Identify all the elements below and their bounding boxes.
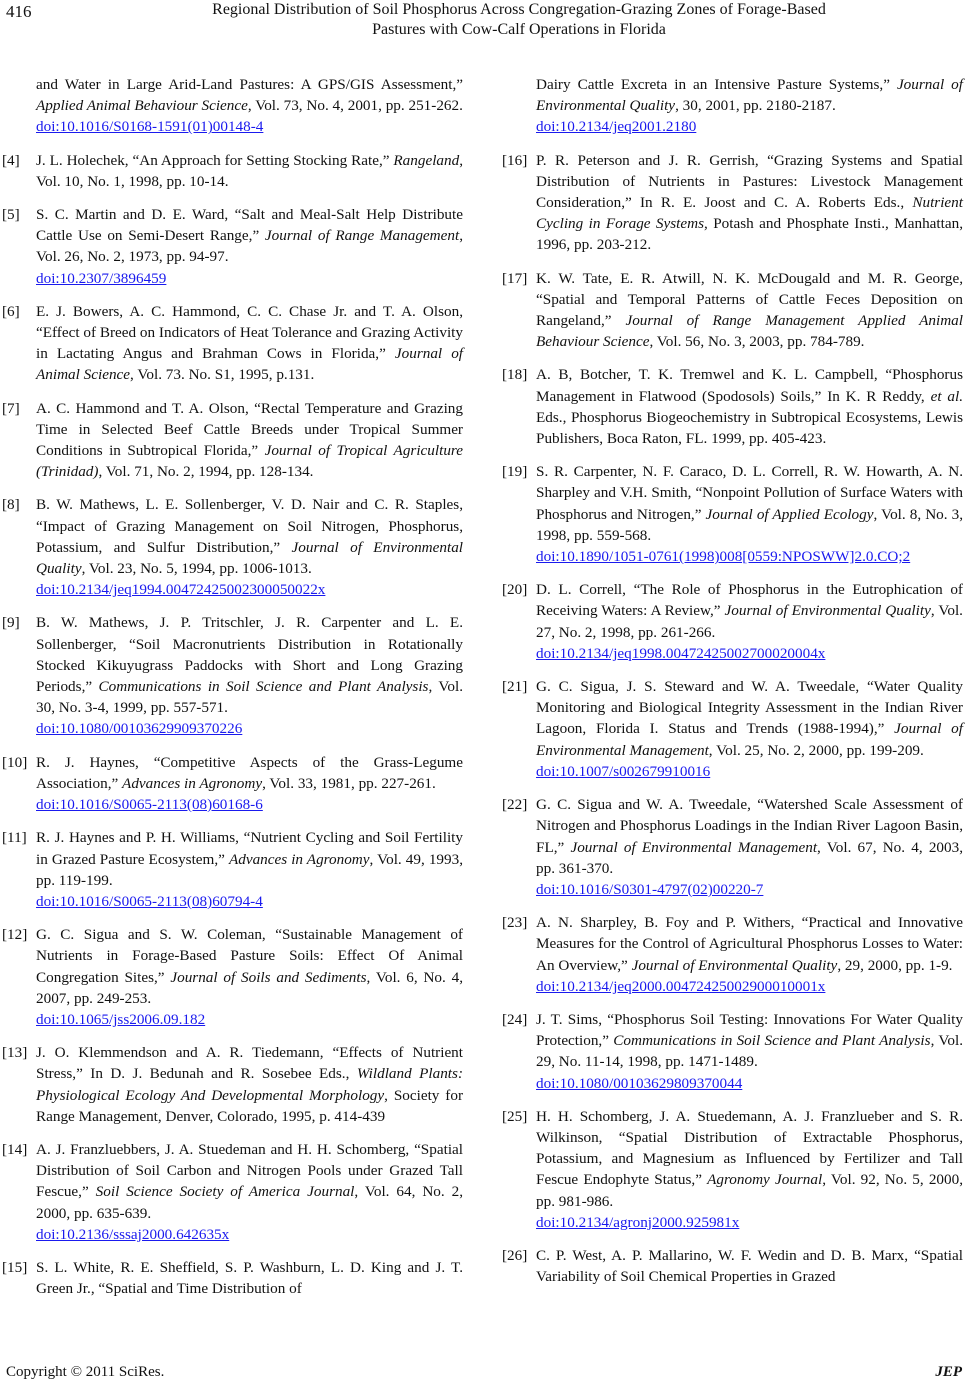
reference-authors-title: H. H. Schomberg, J. A. Stuedemann, A. J. Franzlueber and S. R. Wilkinson, “Spatial Distribution of Extractable Phosphorus, Potassium, and Magnesium as Influenced by Fertilizer and Tall Fescue Endophyte Status,” [536, 1107, 963, 1189]
reference-number: [5] [2, 206, 20, 224]
reference-entry [2, 924, 464, 1030]
reference-text [536, 1106, 963, 1233]
doi-link[interactable]: doi:10.2134/jeq1994.00472425002300050022x [36, 581, 326, 599]
reference-text [536, 74, 963, 138]
reference-authors-title: S. C. Martin and D. E. Ward, “Salt and Meal-Salt Help Distribute Cattle Use on Semi-Desert Range,” [36, 206, 463, 245]
reference-journal: Journal of Environmental Quality [631, 956, 838, 974]
doi-link[interactable]: doi:10.2134/jeq2000.00472425002900010001x [536, 977, 826, 995]
reference-entry [2, 494, 464, 600]
reference-entry [2, 204, 463, 289]
reference-number: [24] [502, 1010, 528, 1028]
reference-details: , Vol. 73, No. 4, 2001, pp. 251-262. [247, 97, 463, 115]
reference-number: [4] [2, 151, 20, 169]
reference-journal: Journal of Applied Ecology [705, 505, 874, 523]
reference-text [536, 676, 963, 782]
reference-entry [2, 301, 464, 386]
reference-number: [15] [2, 1258, 28, 1276]
footer-journal-abbrev: JEP [935, 1364, 962, 1380]
reference-entry [2, 150, 463, 192]
reference-entry [502, 150, 963, 256]
reference-journal: Journal of Environmental Management [536, 720, 963, 759]
reference-authors-title: E. J. Bowers, A. C. Hammond, C. C. Chase Jr. and T. A. Olson, “Effect of Breed on Indicators of Heat Tolerance and Grazing Activity in Lactating Angus and Brahman Cows in Florida,” [36, 302, 463, 363]
reference-text [536, 794, 963, 900]
reference-number: [9] [2, 614, 20, 632]
reference-authors-title: G. C. Sigua and S. W. Coleman, “Sustainable Management of Nutrients in Forage-Based Pasture Soils: Effect Of Animal Congregation Sites,” [36, 926, 463, 986]
reference-number: [12] [2, 926, 28, 944]
reference-journal: Journal of Environmental Quality [36, 538, 464, 578]
reference-journal: Wildland Plants: Physiological Ecology And Developmental Morphology [36, 1065, 463, 1104]
doi-link[interactable]: doi:10.1016/S0168-1591(01)00148-4 [36, 118, 264, 136]
reference-entry [2, 1042, 464, 1127]
reference-text [536, 268, 963, 353]
reference-text [36, 494, 463, 600]
reference-journal: Rangeland [393, 151, 460, 169]
reference-details: , Vol. 23, No. 5, 1994, pp. 1006-1013. [81, 560, 312, 578]
reference-number: [7] [2, 399, 20, 417]
reference-entry [36, 74, 463, 138]
header-line-2: Pastures with Cow-Calf Operations in Florida [372, 21, 666, 38]
reference-text [536, 912, 963, 997]
reference-journal: Journal of Tropical Agriculture (Trinidad) [36, 442, 464, 481]
reference-details: , Vol. 30, No. 3-4, 1999, pp. 557-571. [36, 678, 463, 717]
reference-text [536, 579, 963, 664]
reference-details: , 29, 2000, pp. 1-9. [837, 956, 953, 974]
reference-text [36, 204, 463, 289]
doi-link[interactable]: doi:10.1007/s002679910016 [536, 762, 711, 780]
reference-authors-title: B. W. Mathews, L. E. Sollenberger, V. D. Nair and C. R. Staples, “Impact of Grazing Management on Soil Nitrogen, Phosphorus, Potassium, and Sulfur Distribution,” [36, 496, 463, 556]
reference-number: [13] [2, 1044, 28, 1062]
reference-text [36, 74, 463, 138]
reference-text [36, 1042, 463, 1127]
reference-journal: et al. [930, 387, 963, 405]
reference-authors-title: G. C. Sigua, J. S. Steward and W. A. Tweedale, “Water Quality Monitoring and Biological Integrity Assessment in the Indian River Lagoon, Florida I. Status and Trends (1988-1994),” [536, 678, 963, 738]
reference-number: [23] [502, 914, 528, 932]
reference-journal: Journal of Animal Science [36, 345, 464, 384]
reference-number: [25] [502, 1107, 528, 1125]
reference-journal: Communications in Soil Science and Plant Analysis [613, 1032, 931, 1050]
reference-entry [2, 752, 463, 816]
reference-details: , 30, 2001, pp. 2180-2187. [675, 97, 836, 115]
reference-entry [502, 579, 963, 664]
reference-text [536, 1245, 963, 1287]
reference-entry [502, 1009, 963, 1094]
reference-details: , Vol. 25, No. 2, 2000, pp. 199-209. [708, 741, 924, 759]
reference-authors-title: A. N. Sharpley, B. Foy and P. Withers, “Practical and Innovative Measures for the Control of Agricultural Phosphorus Losses to Water: An Overview,” [536, 914, 963, 974]
reference-authors-title: C. P. West, A. P. Mallarino, W. F. Wedin and D. B. Marx, “Spatial Variability of Soil Chemical Properties in Grazed [536, 1246, 963, 1286]
reference-details: , Vol. 29, No. 11-14, 1998, pp. 1471-1489. [536, 1032, 963, 1071]
doi-link[interactable]: doi:10.2134/agronj2000.925981x [536, 1213, 740, 1231]
doi-link[interactable]: doi:10.2134/jeq2001.2180 [536, 118, 697, 136]
reference-journal: Applied Animal Behaviour Science [36, 97, 248, 115]
doi-link[interactable]: doi:10.1080/00103629809370044 [536, 1074, 743, 1092]
reference-authors-title: A. J. Franzluebbers, J. A. Stuedeman and H. H. Schomberg, “Spatial Distribution of Soil Carbon and Nitrogen Pools under Grazed Tall Fescue,” [36, 1140, 463, 1201]
reference-entry [502, 912, 963, 997]
reference-entry [502, 794, 963, 900]
reference-text [36, 301, 463, 386]
page-number: 416 [6, 2, 32, 21]
reference-journal: Journal of Range Management [264, 227, 460, 245]
reference-authors-title: K. W. Tate, E. R. Atwill, N. K. McDougald and M. R. George, “Spatial and Temporal Patterns of Cattle Feces Deposition on Rangeland,” [536, 269, 963, 330]
reference-number: [14] [2, 1140, 28, 1158]
reference-number: [26] [502, 1246, 528, 1264]
reference-entry [2, 398, 464, 483]
reference-number: [17] [502, 269, 528, 287]
reference-entry [502, 364, 963, 449]
reference-text [36, 150, 463, 192]
doi-link[interactable]: doi:10.1890/1051-0761(1998)008[0559:NPOSWW]2.0.CO;2 [536, 548, 911, 566]
reference-number: [21] [502, 678, 528, 696]
reference-number: [6] [2, 302, 20, 320]
reference-number: [10] [2, 753, 28, 771]
reference-text [36, 612, 463, 739]
doi-link[interactable]: doi:10.1016/S0065-2113(08)60794-4 [36, 892, 263, 910]
doi-link[interactable]: doi:10.2136/sssaj2000.642635x [36, 1225, 230, 1243]
reference-authors-title: A. B, Botcher, T. K. Tremwel and K. L. Campbell, “Phosphorus Management in Flatwood (Spodosols) Soils,” In K. R Reddy, [536, 366, 963, 405]
reference-details: Eds., Phosphorus Biogeochemistry in Subtropical Ecosystems, Lewis Publishers, Boca Raton, FL. 1999, pp. 405-423. [536, 408, 963, 448]
reference-details: , Vol. 73. No. S1, 1995, p.131. [130, 366, 315, 384]
reference-entry [2, 1257, 463, 1299]
reference-number: [19] [502, 463, 528, 481]
reference-entry [2, 612, 463, 739]
reference-text [36, 1139, 463, 1245]
reference-entry [502, 1106, 963, 1233]
header-line-1: Regional Distribution of Soil Phosphorus Across Congregation-Grazing Zones of Forage-Based [212, 1, 826, 18]
reference-details: , Vol. 56, No. 3, 2003, pp. 784-789. [649, 333, 865, 351]
reference-entry [502, 268, 963, 353]
reference-text [36, 752, 463, 816]
doi-link[interactable]: doi:10.1016/S0065-2113(08)60168-6 [36, 796, 263, 814]
doi-link[interactable]: doi:10.2134/jeq1998.00472425002700020004x [536, 644, 826, 662]
footer-copyright: Copyright © 2011 SciRes. [6, 1364, 165, 1380]
reference-journal: Communications in Soil Science and Plant Analysis [98, 678, 429, 696]
reference-authors-title: and Water in Large Arid-Land Pastures: A GPS/GIS Assessment,” [36, 76, 463, 93]
reference-authors-title: J. T. Sims, “Phosphorus Soil Testing: Innovations For Water Quality Protection,” [536, 1010, 963, 1050]
reference-details: , Society for Range Management, Denver, Colorado, 1995, p. 414-439 [36, 1086, 464, 1125]
doi-link[interactable]: doi:10.1080/00103629909370226 [36, 720, 243, 738]
reference-authors-title: B. W. Mathews, J. P. Tritschler, J. R. Carpenter and L. E. Sollenberger, “Soil Macronutrients Distribution in Rotationally Stocked Kikuyugrass Paddocks with Short and Long Grazing Periods,” [36, 614, 463, 696]
reference-journal: Advances in Agronomy [228, 850, 370, 868]
reference-details: , Vol. 64, No. 2, 2000, pp. 635-639. [36, 1183, 464, 1222]
reference-text [536, 461, 963, 567]
doi-link[interactable]: doi:10.1016/S0301-4797(02)00220-7 [536, 880, 764, 898]
reference-details: , Potash and Phosphate Insti., Manhattan, 1996, pp. 203-212. [536, 215, 963, 254]
reference-details: , Vol. 92, No. 5, 2000, pp. 981-986. [536, 1171, 963, 1210]
reference-journal: Journal of Soils and Sediments [170, 968, 367, 986]
reference-text [36, 924, 463, 1030]
reference-journal: Journal of Environmental Quality [536, 76, 963, 115]
reference-authors-title: S. R. Carpenter, N. F. Caraco, D. L. Correll, R. W. Howarth, A. N. Sharpley and V.H. Smith, “Nonpoint Pollution of Surface Waters with Phosphorus and Nitrogen,” [536, 463, 963, 523]
reference-authors-title: A. C. Hammond and T. A. Olson, “Rectal Temperature and Grazing Time in Selected Beef Cattle Breeds under Tropical Summer Conditions in Subtropical Florida,” [36, 399, 463, 460]
reference-number: [18] [502, 366, 528, 384]
reference-journal: Journal of Environmental Quality [724, 602, 931, 620]
reference-number: [20] [502, 581, 528, 599]
reference-entry [2, 827, 463, 912]
reference-authors-title: J. L. Holechek, “An Approach for Setting Stocking Rate,” [36, 151, 394, 169]
reference-text [536, 150, 963, 256]
references-left-column [2, 74, 464, 1311]
reference-details: , Vol. 26, No. 2, 1973, pp. 94-97. [36, 227, 463, 266]
doi-link[interactable]: doi:10.1065/jss2006.09.182 [36, 1010, 206, 1028]
reference-details: , Vol. 8, No. 3, 1998, pp. 559-568. [536, 505, 963, 544]
reference-details: , Vol. 27, No. 2, 1998, pp. 261-266. [536, 602, 963, 641]
reference-journal: Journal of Range Management Applied Animal Behaviour Science [536, 312, 963, 351]
reference-number: [11] [2, 829, 27, 847]
reference-number: [22] [502, 796, 528, 814]
reference-text [536, 1009, 963, 1094]
reference-entry [502, 461, 963, 567]
reference-authors-title: R. J. Haynes, “Competitive Aspects of the Grass-Legume Association,” [36, 753, 463, 792]
reference-details: , Vol. 49, 1993, pp. 119-199. [36, 850, 463, 889]
reference-text [536, 364, 963, 449]
reference-details: , Vol. 10, No. 1, 1998, pp. 10-14. [36, 151, 463, 190]
reference-journal: Nutrient Cycling in Forage Systems [536, 194, 963, 233]
reference-text [36, 1257, 463, 1299]
reference-journal: Soil Science Society of America Journal [95, 1183, 355, 1201]
reference-number: [16] [502, 151, 528, 169]
doi-link[interactable]: doi:10.2307/3896459 [36, 269, 167, 287]
reference-authors-title: G. C. Sigua and W. A. Tweedale, “Watershed Scale Assessment of Nitrogen and Phosphorus Loadings in the Indian River Lagoon Basin, FL,” [536, 796, 963, 856]
reference-text [36, 398, 463, 483]
references-right-column [502, 74, 963, 1299]
reference-details: , Vol. 6, No. 4, 2007, pp. 249-253. [36, 968, 464, 1007]
reference-entry [502, 1245, 963, 1287]
reference-number: [8] [2, 496, 20, 514]
reference-authors-title: Dairy Cattle Excreta in an Intensive Pasture Systems,” [536, 76, 897, 93]
reference-authors-title: P. R. Peterson and J. R. Gerrish, “Grazing Systems and Spatial Distribution of Nutrients in Pastures: Livestock Management Consideration,” In R. E. Joost and C. A. Roberts Eds., [536, 151, 963, 212]
reference-details: , Vol. 33, 1981, pp. 227-261. [262, 774, 436, 792]
reference-details: , Vol. 67, No. 4, 2003, pp. 361-370. [536, 838, 963, 877]
reference-authors-title: R. J. Haynes and P. H. Williams, “Nutrient Cycling and Soil Fertility in Grazed Pasture Ecosystem,” [36, 829, 463, 868]
reference-journal: Advances in Agronomy [122, 774, 263, 792]
reference-authors-title: S. L. White, R. E. Sheffield, S. P. Washburn, L. D. King and J. T. Green Jr., “Spatial and Time Distribution of [36, 1258, 463, 1298]
reference-journal: Journal of Environmental Management [570, 838, 818, 856]
reference-authors-title: D. L. Correll, “The Role of Phosphorus in the Eutrophication of Receiving Waters: A Review,” [536, 581, 963, 620]
reference-entry [536, 74, 963, 138]
reference-entry [2, 1139, 464, 1245]
running-header [110, 0, 928, 40]
reference-entry [502, 676, 963, 782]
reference-details: , Vol. 71, No. 2, 1994, pp. 128-134. [98, 463, 314, 481]
reference-authors-title: J. O. Klemmendson and A. R. Tiedemann, “Effects of Nutrient Stress,” In D. J. Bedunah and R. Sosebee Eds., [36, 1044, 463, 1083]
reference-text [36, 827, 463, 912]
reference-journal: Agronomy Journal [707, 1171, 823, 1189]
